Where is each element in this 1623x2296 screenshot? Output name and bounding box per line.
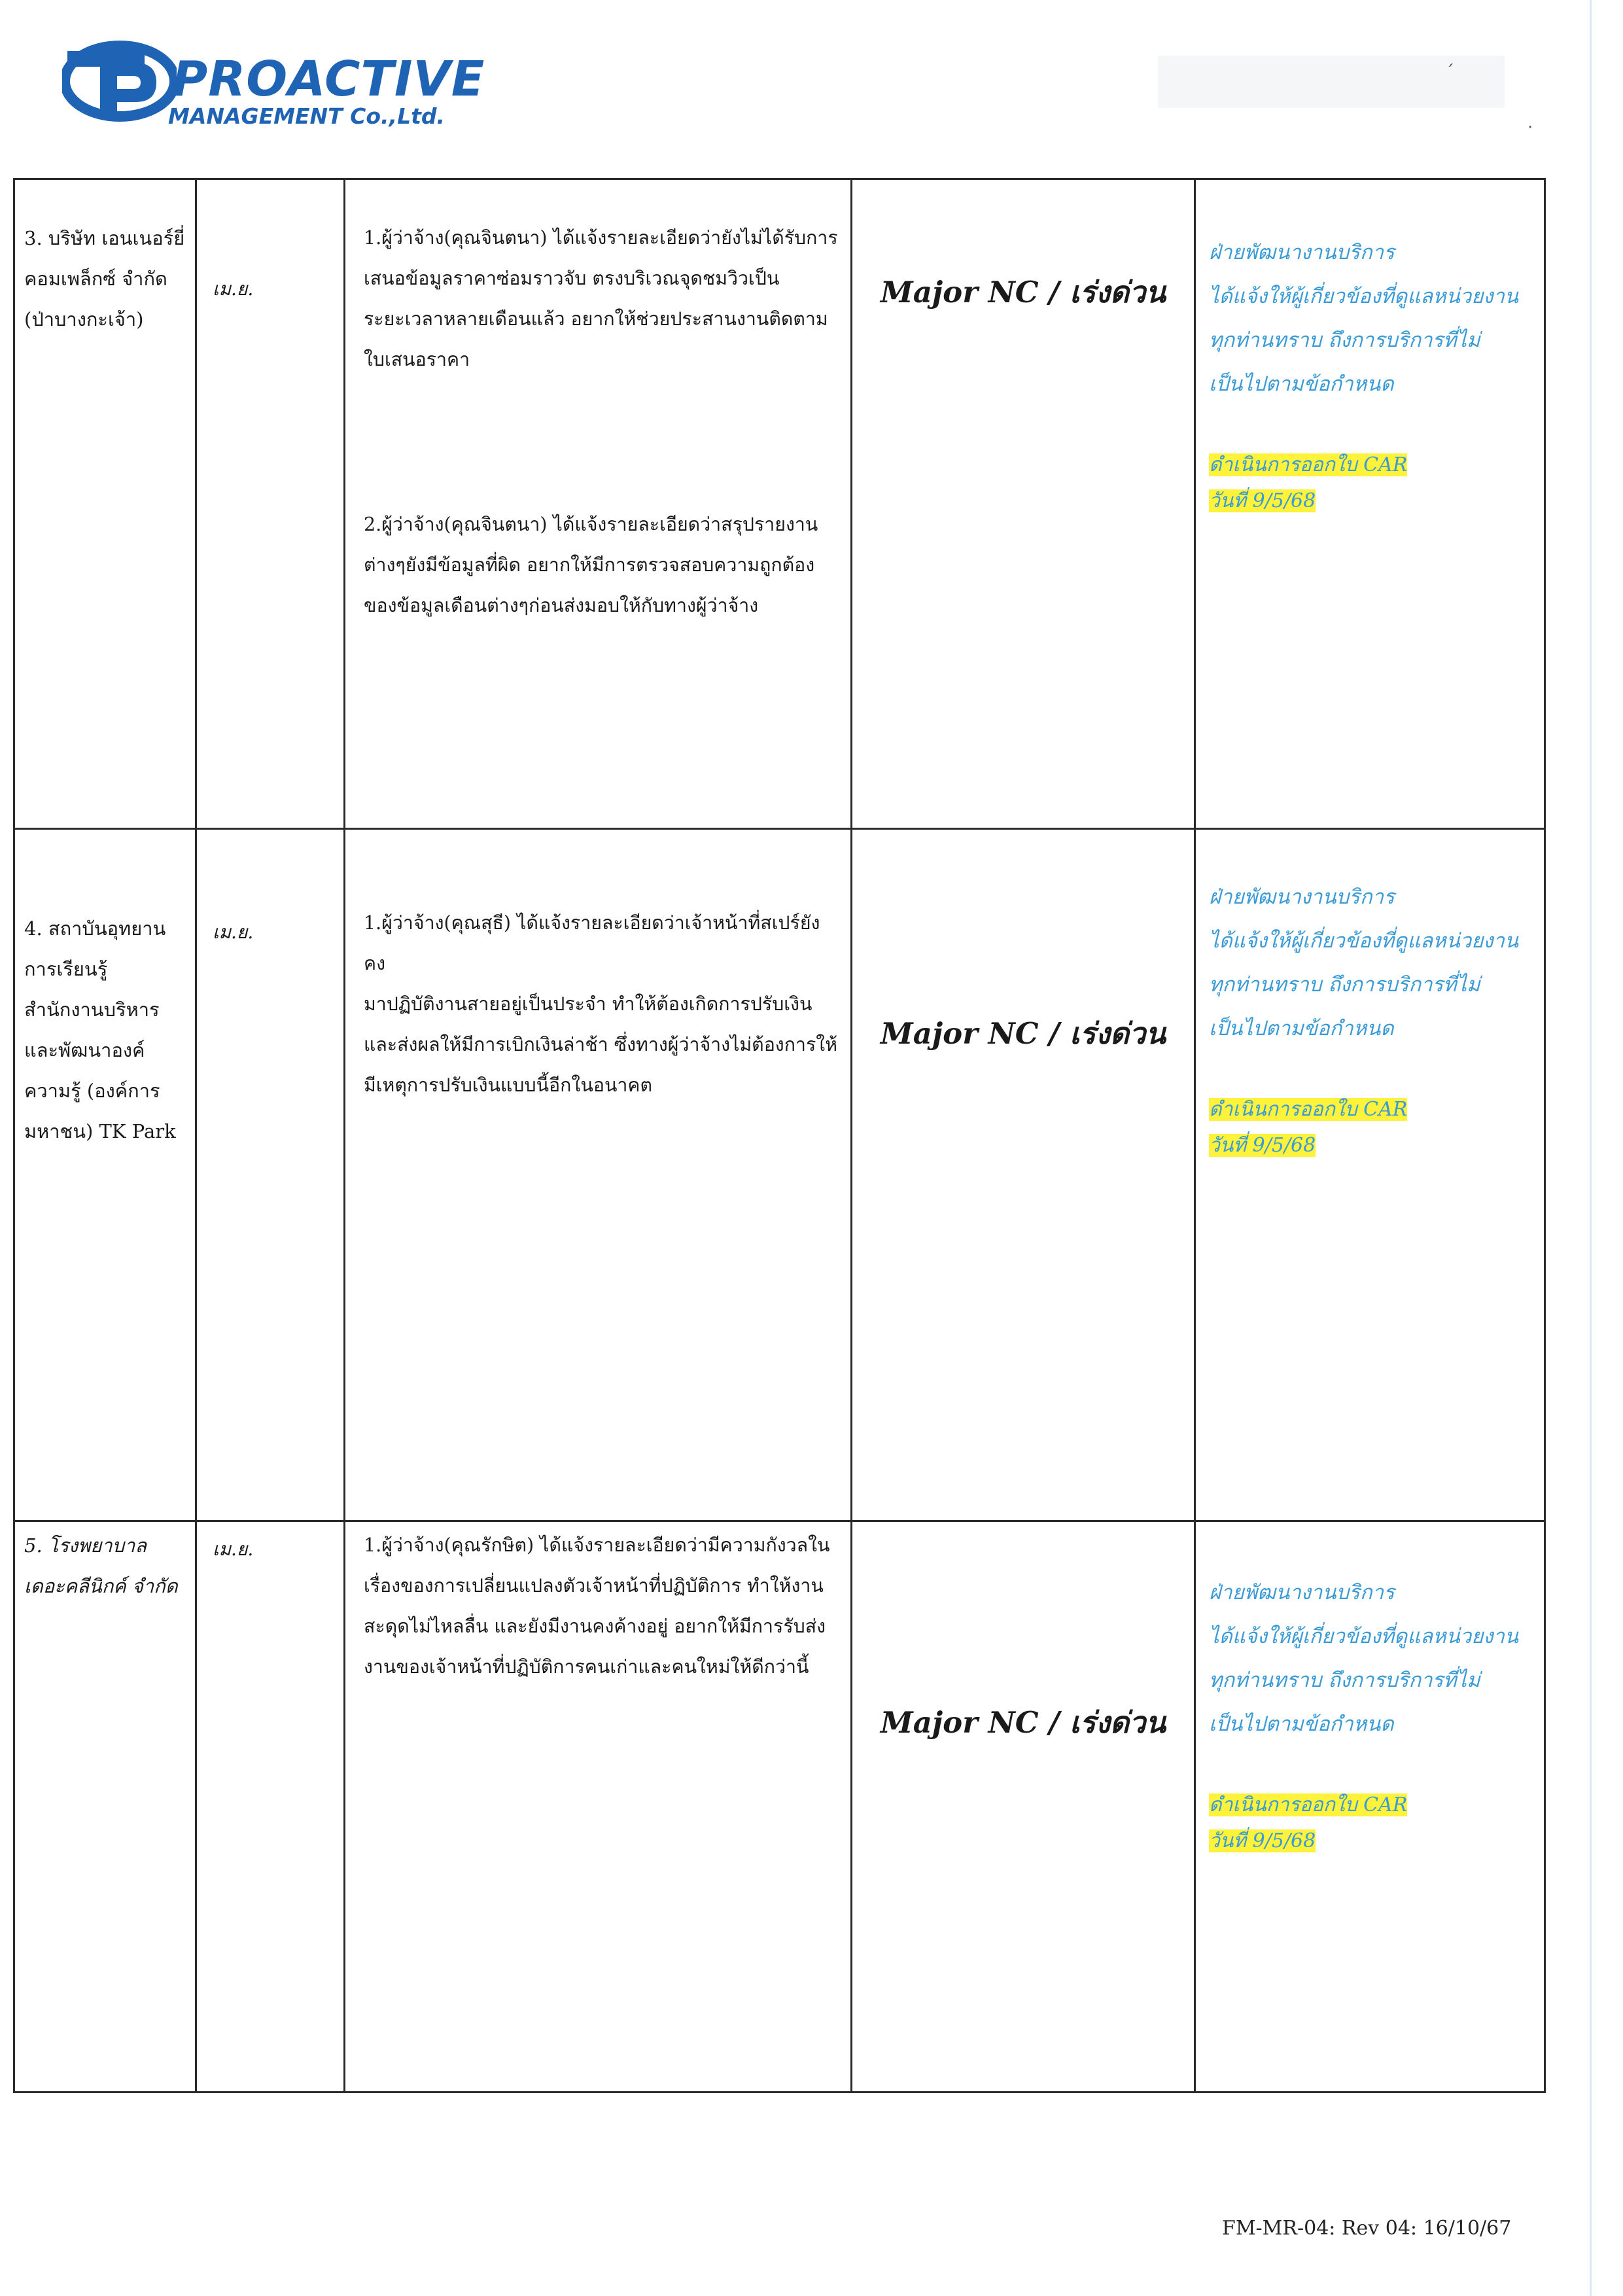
detail-line: 2.ผู้ว่าจ้าง(คุณจินตนา) ได้แจ้งรายละเอียดว่าสรุปรายงาน [364, 514, 818, 535]
org-line: มหาชน) TK Park [24, 1120, 176, 1142]
action-line: เป็นไปตามข้อกำหนด [1209, 1017, 1394, 1040]
scan-edge-line [1590, 0, 1592, 2296]
detail-line: และส่งผลให้มีการเบิกเงินล่าช้า ซึ่งทางผู้ว่าจ้างไม่ต้องการให้ [364, 1034, 837, 1055]
table-row [14, 829, 1545, 1521]
action-line: เป็นไปตามข้อกำหนด [1209, 1712, 1394, 1736]
car-date-highlight: วันที่ 9/5/68 [1209, 1134, 1316, 1157]
complaint-table [13, 178, 1546, 2093]
month-cell [196, 179, 345, 829]
detail-line: มีเหตุการปรับเงินแบบนี้อีกในอนาคต [364, 1074, 652, 1096]
severity-label: Major NC / เร่งด่วน [880, 275, 1166, 309]
action-line: ฝ่ายพัฒนางานบริการ [1209, 1581, 1395, 1604]
detail-line: ต่างๆยังมีข้อมูลที่ผิด อยากให้มีการตรวจสอบความถูกต้อง [364, 554, 815, 576]
action-line: ทุกท่านทราบ ถึงการบริการที่ไม่ [1209, 1669, 1480, 1692]
org-line: ความรู้ (องค์การ [24, 1080, 160, 1102]
scan-mark: ´ [1446, 62, 1454, 82]
company-name: PROACTIVE [172, 51, 485, 107]
org-line: (ป่าบางกะเจ้า) [24, 308, 144, 330]
org-line: และพัฒนาองค์ [24, 1039, 145, 1061]
month-cell [196, 1521, 345, 2093]
month-label: เม.ย. [213, 1538, 254, 1560]
action-cell [1195, 829, 1545, 1521]
detail-line: เสนอข้อมูลราคาซ่อมราวจับ ตรงบริเวณจุดชมวิวเป็น [364, 268, 780, 289]
car-date-highlight: วันที่ 9/5/68 [1209, 1829, 1316, 1852]
org-cell [14, 829, 196, 1521]
detail-line: เรื่องของการเปลี่ยนแปลงตัวเจ้าหน้าที่ปฏิบัติการ ทำให้งาน [364, 1575, 824, 1597]
form-code-footer: FM-MR-04: Rev 04: 16/10/67 [1222, 2217, 1512, 2240]
org-line: สำนักงานบริหาร [24, 998, 160, 1021]
action-line: ได้แจ้งให้ผู้เกี่ยวข้องที่ดูแลหน่วยงาน [1209, 1625, 1519, 1648]
action-line: ฝ่ายพัฒนางานบริการ [1209, 885, 1395, 909]
detail-line: สะดุดไม่ไหลลื่น และยังมีงานคงค้างอยู่ อยากให้มีการรับส่ง [364, 1616, 826, 1637]
company-subtitle: MANAGEMENT Co.,Ltd. [168, 103, 445, 129]
table-row [14, 179, 1545, 829]
action-line: ได้แจ้งให้ผู้เกี่ยวข้องที่ดูแลหน่วยงาน [1209, 929, 1519, 953]
scan-mark: · [1527, 118, 1533, 137]
detail-line: 1.ผู้ว่าจ้าง(คุณรักษิต) ได้แจ้งรายละเอียดว่ามีความกังวลใน [364, 1534, 830, 1556]
severity-label: Major NC / เร่งด่วน [880, 1016, 1166, 1051]
detail-line: มาปฏิบัติงานสายอยู่เป็นประจำ ทำให้ต้องเกิดการปรับเงิน [364, 993, 812, 1015]
company-logo [62, 34, 485, 132]
org-line: เดอะคลีนิกค์ จำกัด [24, 1575, 178, 1597]
detail-line: 1.ผู้ว่าจ้าง(คุณสุธี) ได้แจ้งรายละเอียดว่าเจ้าหน้าที่สเปร์ยังคง [364, 912, 820, 974]
detail-cell [345, 829, 852, 1521]
org-cell [14, 1521, 196, 2093]
action-line: ทุกท่านทราบ ถึงการบริการที่ไม่ [1209, 328, 1480, 352]
severity-cell [852, 829, 1195, 1521]
table-row [14, 1521, 1545, 2093]
detail-line: ใบเสนอราคา [364, 349, 470, 370]
detail-line: ของข้อมูลเดือนต่างๆก่อนส่งมอบให้กับทางผู้ว่าจ้าง [364, 595, 759, 616]
org-cell [14, 179, 196, 829]
org-line: คอมเพล็กซ์ จำกัด [24, 268, 167, 290]
severity-cell [852, 1521, 1195, 2093]
detail-cell [345, 179, 852, 829]
month-cell [196, 829, 345, 1521]
org-line: การเรียนรู้ [24, 958, 108, 980]
detail-line: งานของเจ้าหน้าที่ปฏิบัติการคนเก่าและคนใหม่ให้ดีกว่านี้ [364, 1656, 809, 1678]
severity-label: Major NC / เร่งด่วน [880, 1705, 1166, 1740]
detail-line: ระยะเวลาหลายเดือนแล้ว อยากให้ช่วยประสานงานติดตาม [364, 308, 828, 330]
org-line: 5. โรงพยาบาล [24, 1534, 147, 1557]
severity-cell [852, 179, 1195, 829]
action-cell [1195, 179, 1545, 829]
action-line: ทุกท่านทราบ ถึงการบริการที่ไม่ [1209, 973, 1480, 997]
car-highlight: ดำเนินการออกใบ CAR [1209, 1098, 1408, 1121]
car-date-highlight: วันที่ 9/5/68 [1209, 489, 1316, 512]
month-label: เม.ย. [213, 921, 254, 943]
action-cell [1195, 1521, 1545, 2093]
month-label: เม.ย. [213, 278, 254, 300]
detail-line: 1.ผู้ว่าจ้าง(คุณจินตนา) ได้แจ้งรายละเอียดว่ายังไม่ได้รับการ [364, 227, 838, 249]
detail-cell [345, 1521, 852, 2093]
org-line: 4. สถาบันอุทยาน [24, 917, 166, 940]
action-line: ได้แจ้งให้ผู้เกี่ยวข้องที่ดูแลหน่วยงาน [1209, 285, 1519, 308]
logo-emblem-icon [62, 34, 177, 132]
action-line: ฝ่ายพัฒนางานบริการ [1209, 241, 1395, 264]
car-highlight: ดำเนินการออกใบ CAR [1209, 453, 1408, 476]
action-line: เป็นไปตามข้อกำหนด [1209, 372, 1394, 396]
org-line: 3. บริษัท เอนเนอร์ยี่ [24, 227, 185, 249]
car-highlight: ดำเนินการออกใบ CAR [1209, 1793, 1408, 1816]
